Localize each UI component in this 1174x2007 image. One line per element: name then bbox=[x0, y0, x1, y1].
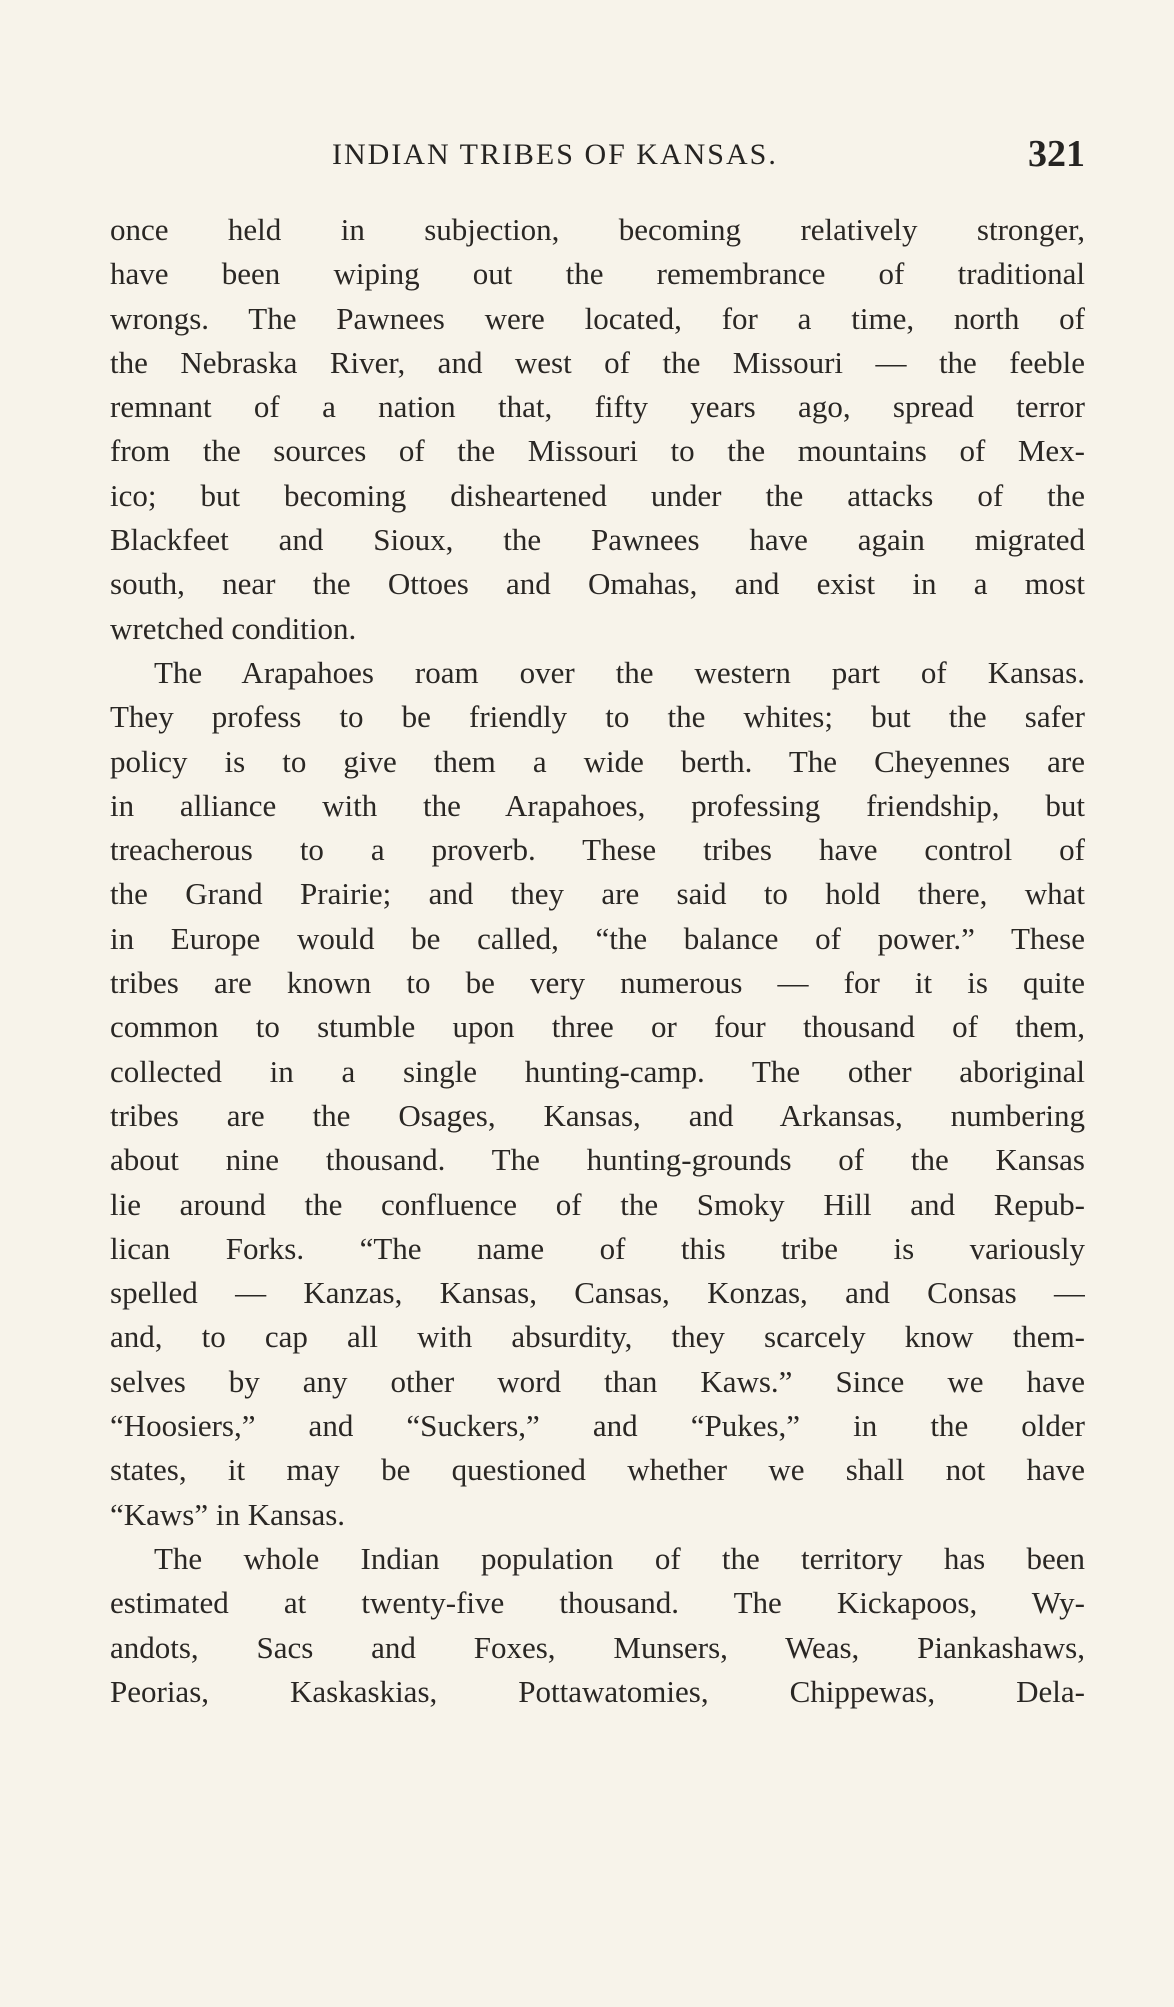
text-line: ico; but becoming disheartened under the attacks of the bbox=[110, 477, 1085, 513]
text-line: from the sources of the Missouri to the mountains of Mex- bbox=[110, 433, 1085, 469]
page-header bbox=[110, 132, 1085, 182]
text-line: wrongs. The Pawnees were located, for a time, north of bbox=[110, 300, 1085, 336]
text-line: andots, Sacs and Foxes, Munsers, Weas, Piankashaws, bbox=[110, 1629, 1085, 1665]
text-line: The whole Indian population of the territory has been bbox=[154, 1540, 1085, 1576]
text-line: spelled — Kanzas, Kansas, Cansas, Konzas, and Consas — bbox=[110, 1275, 1085, 1311]
text-line: and, to cap all with absurdity, they scarcely know them- bbox=[110, 1319, 1085, 1355]
text-line: tribes are known to be very numerous — for it is quite bbox=[110, 965, 1085, 1001]
text-line: policy is to give them a wide berth. The Cheyennes are bbox=[110, 743, 1085, 779]
text-line: “Kaws” in Kansas. bbox=[110, 1496, 346, 1532]
text-line: collected in a single hunting-camp. The other aboriginal bbox=[110, 1053, 1085, 1089]
text-line: the Nebraska River, and west of the Missouri — the feeble bbox=[110, 344, 1085, 380]
text-line: Blackfeet and Sioux, the Pawnees have again migrated bbox=[110, 522, 1085, 558]
text-line: Peorias, Kaskaskias, Pottawatomies, Chippewas, Dela- bbox=[110, 1673, 1085, 1709]
text-line: lie around the confluence of the Smoky Hill and Repub- bbox=[110, 1186, 1085, 1222]
text-line: about nine thousand. The hunting-grounds of the Kansas bbox=[110, 1142, 1085, 1178]
text-line: wretched condition. bbox=[110, 610, 357, 646]
text-line: common to stumble upon three or four thousand of them, bbox=[110, 1009, 1085, 1045]
body-text bbox=[110, 208, 1085, 1714]
page-number: 321 bbox=[1028, 133, 1085, 175]
text-line: tribes are the Osages, Kansas, and Arkansas, numbering bbox=[110, 1097, 1085, 1133]
text-line: have been wiping out the remembrance of traditional bbox=[110, 256, 1085, 292]
text-line: treacherous to a proverb. These tribes have control of bbox=[110, 832, 1085, 868]
text-line: in Europe would be called, “the balance of power.” These bbox=[110, 920, 1085, 956]
text-line: the Grand Prairie; and they are said to hold there, what bbox=[110, 876, 1085, 912]
text-line: selves by any other word than Kaws.” Since we have bbox=[110, 1363, 1085, 1399]
text-line: once held in subjection, becoming relatively stronger, bbox=[110, 212, 1085, 247]
text-line: The Arapahoes roam over the western part of Kansas. bbox=[154, 654, 1085, 690]
text-line: remnant of a nation that, fifty years ago, spread terror bbox=[110, 389, 1085, 425]
text-line: lican Forks. “The name of this tribe is variously bbox=[110, 1230, 1085, 1266]
text-line: in alliance with the Arapahoes, professing friendship, but bbox=[110, 787, 1085, 823]
text-line: They profess to be friendly to the whites; but the safer bbox=[110, 699, 1085, 735]
text-line: estimated at twenty-five thousand. The Kickapoos, Wy- bbox=[110, 1585, 1085, 1621]
text-line: states, it may be questioned whether we shall not have bbox=[110, 1452, 1085, 1488]
text-line: south, near the Ottoes and Omahas, and exist in a most bbox=[110, 566, 1085, 602]
running-head: INDIAN TRIBES OF KANSAS. bbox=[332, 138, 778, 171]
text-line: “Hoosiers,” and “Suckers,” and “Pukes,” in the older bbox=[110, 1408, 1085, 1444]
